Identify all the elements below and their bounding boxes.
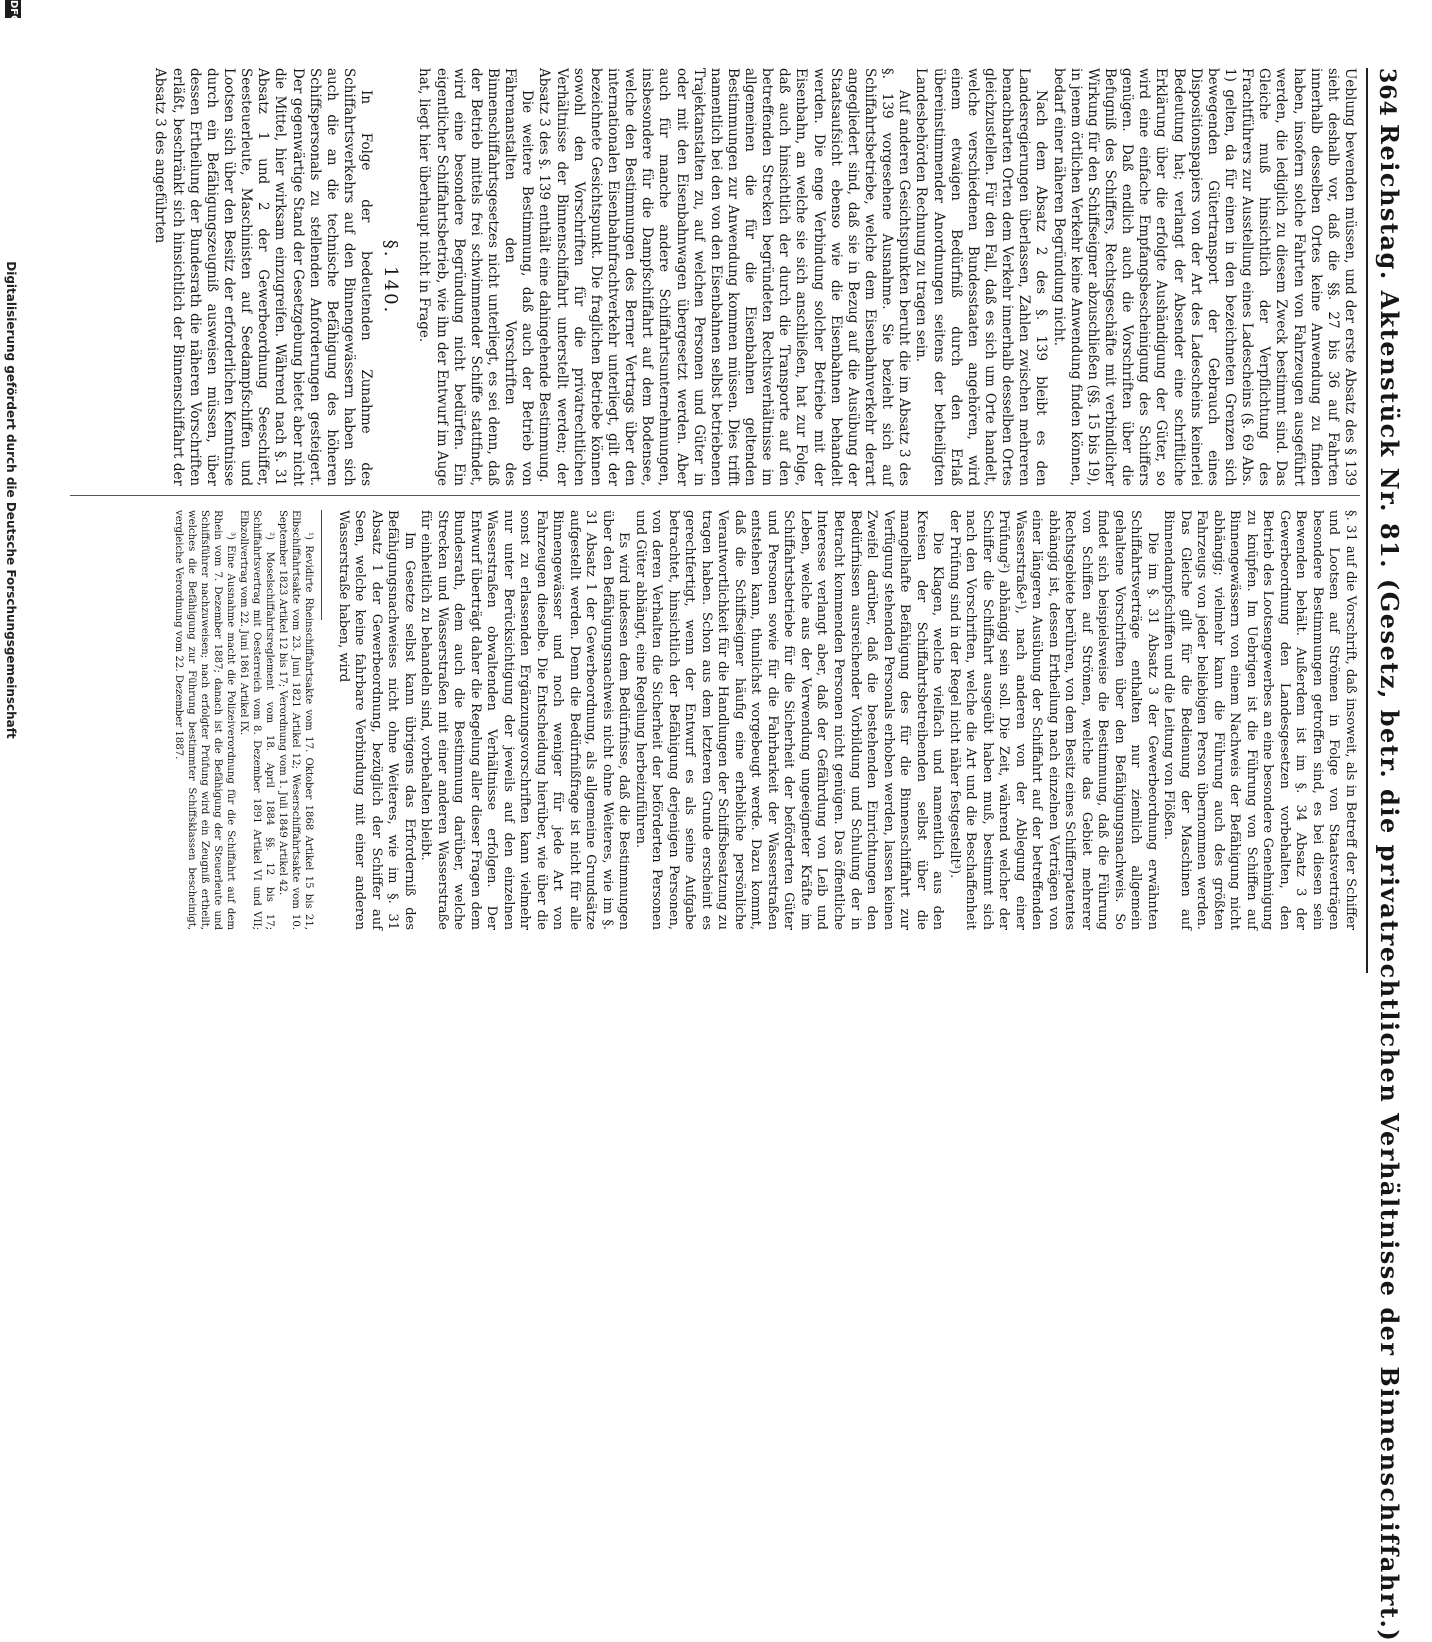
paragraph: Im Gesetze selbst kann übrigens das Erforderniß des Befähigungsnachweises nicht ohne Weiteres, wie im §. 31 Absatz 1 der Gewerbeordnung, bezüglich der Schiffer auf Seen, welche keine fahrbare Verbindung mit einer anderen Wasserstraße haben, wird bbox=[335, 510, 417, 930]
page-header bbox=[1366, 68, 1412, 1642]
page-number: 364 bbox=[1374, 68, 1400, 117]
dfg-logo-icon: DFG bbox=[5, 0, 21, 18]
paragraph: Ueblung bewenden müssen, und der erste Absatz des § 139 sieht deshalb vor, daß die §§. 27 bis 36 auf Fahrten innerhalb desselben Ortes keine Anwendung zu finden haben, insofern solche Fahrten von Fahrzeugen ausgeführt werden, die lediglich zu diesem Zweck bestimmt sind. Das Gleiche muß hinsichtlich der Verpflichtung des Frachtführers zur Ausstellung eines Ladescheins (§. 69 Abs. 1) gelten, da für einen in den bezeichneten Grenzen sich bewegenden Gütertransport der Gebrauch eines Dispositionspapiers von der Art des Ladescheins keinerlei Bedeutung hat; verlangt der Absender eine schriftliche Erklärung über die erfolgte Aushändigung der Güter, so wird eine einfache Empfangsbescheinigung des Schiffers genügen. Daß endlich auch die Vorschriften über die Befugniß des Schiffers, Rechtsgeschäfte mit verbindlicher Wirkung für den Schiffseigner abzuschließen (§§. 15 bis 19), in jenem örtlichen Verkehr keine Anwendung finden können, bedarf einer näheren Begründung nicht. bbox=[1050, 68, 1358, 486]
paragraph: In Folge der bedeutenden Zunahme des Schiffahrtsverkehrs auf den Binnengewässern haben sich auch die an die technische Befähigung des höheren Schiffspersonals zu stellenden Anforderungen gesteigert. Der gegenwärtige Stand der Gesetzgebung bietet aber nicht die Mittel, hier wirksam einzugreifen. Während nach §. 31 Absatz 1 und 2 der Gewerbeordnung Seeschiffer, Seesteuerleute, Maschinisten auf Seedampfschiffen und Lootsen sich über den Besitz der erforderlichen Kenntnisse durch ein Befähigungszeugniß ausweisen müssen, über dessen Ertheilung der Bundesrath die näheren Vorschriften erläßt, beschränkt sich hinsichtlich der Binnenschiffahrt der Absatz 3 des angeführten bbox=[152, 68, 375, 486]
paragraph: Nach dem Absatz 2 des §. 139 bleibt es den Landesregierungen überlassen, Zahlen zwischen mehreren benachbarten Orten dem Verkehr innerhalb desselben Ortes gleichzustellen. Für den Fall, daß es sich um Orte handelt, welche verschiedenen Bundesstaaten angehören, wird einem etwaigen Bedürfniß durch den Erlaß übereinstimmender Anordnungen seitens der betheiligten Landesbehörden Rechnung zu tragen sein. bbox=[913, 68, 1050, 486]
section-heading: §. 140. bbox=[380, 239, 402, 315]
paragraph: Die im §. 31 Absatz 3 der Gewerbeordnung erwähnten Schiffahrtsverträge enthalten nur ziemlich allgemein gehaltene Vorschriften über den Befähigungsnachweis. So findet sich beispielsweise die Bestimmung, daß die Führung von Schiffen auf Strömen, welche das Gebiet mehrerer Rechtsgebiete berühren, von dem Besitz eines Schifferpatentes abhängig ist, dessen Ertheilung nach einzelnen Verträgen von einer längeren Ausübung der Schiffahrt auf der betreffenden Wasserstraße¹), nach anderen von der Ablegung einer Prüfung²) abhängig sein soll. Die Zeit, während welcher der Schiffer die Schiffahrt ausgeübt haben muß, bestimmt sich nach den Vorschriften, welche die Art und die Beschaffenheit der Prüfung sind in der Regel nicht näher festgestellt³). bbox=[946, 510, 1160, 930]
column-divider bbox=[70, 495, 1360, 496]
left-column bbox=[151, 68, 1358, 486]
footnote: ³) Eine Ausnahme macht die Polizeiverordnung für die Schiffahrt auf dem Rhein vom 7. Dezember 1887; danach ist die Befähigung der Steuerleute und Schiffsführer nachzuweisen; nach erfolgter Prüfung wird ein Zeugniß ertheilt, welches die Befähigung zur Führung bestimmter Schiffsklassen bescheinigt, vergleiche Verordnung vom 22. Dezember 1887. bbox=[172, 510, 236, 930]
paragraph: Es wird indessen dem Bedürfnisse, daß die Bestimmungen über den Befähigungsnachweis nicht ohne Weiteres, wie im §. 31 Absatz 1 der Gewerbeordnung, als allgemeine Grundsätze aufgestellt werden. Denn die Bedürfnißfrage ist nicht für alle Binnengewässer und noch weniger für jede Art von Fahrzeugen dieselbe. Die Entscheidung hierüber, wie über die sonst zu erlassenden Ergänzungsvorschriften kann vielmehr nur unter Berücksichtigung der jeweils auf den einzelnen Wasserstraßen obwaltenden Verhältnisse erfolgen. Der Entwurf überträgt daher die Regelung aller dieser Fragen dem Bundesrath, dem auch die Bestimmung darüber, welche Strecken und Wasserstraßen mit einer anderen Wasserstraße für einheitlich zu behandeln sind, vorbehalten bleibt. bbox=[418, 510, 632, 930]
footnote: ¹) Revidirte Rheinschiffahrtsakte vom 17. Oktober 1868 Artikel 15 bis 21, Elbschiffahrtsakte vom 23. Juni 1821 Artikel 12; Weserschiffahrtsakte vom 10. September 1823 Artikel 12 bis 17; Verordnung vom 1. Juli 1849 Artikel 42. bbox=[276, 510, 315, 930]
funding-note-text: Digitalisierung gefördert durch die Deutsche Forschungsgemeinschaft bbox=[4, 261, 18, 739]
page-title: Reichstag. Aktenstück Nr. 81. (Gesetz, betr. die privatrechtlichen Verhältnisse der Binnenschiffahrt.) bbox=[1375, 124, 1404, 1642]
paragraph: Auf anderen Gesichtspunkten beruht die im Absatz 3 des §. 139 vorgesehene Ausnahme. Sie bezieht sich auf Schiffahrtsbetriebe, welche dem Eisenbahnverkehr derart angegliedert sind, daß sie in Bezug auf die Ausübung der Staatsaufsicht ebenso wie die Eisenbahnen behandelt werden. Die enge Verbindung solcher Betriebe mit der Eisenbahn, an welche sie sich anschließen, hat zur Folge, daß auch hinsichtlich der durch die Transporte auf den betreffenden Strecken begründeten Rechtsverhältnisse im allgemeinen die für die Eisenbahnen geltenden Bestimmungen zur Anwendung kommen müssen. Dies trifft namentlich bei den von den Eisenbahnen selbst betriebenen Trajektanstalten zu, auf welchen Personen und Güter in oder mit den Eisenbahnwagen übergesetzt werden. Aber auch für manche andere Schiffahrtsunternehmungen, insbesondere für die Dampfschiffahrt auf dem Bodensee, welche den Bestimmungen des Berner Vertrags über den internationalen Eisenbahnfrachtverkehr unterliegt, gilt der bezeichnete Gesichtspunkt. Die fraglichen Betriebe können sowohl den Vorschriften für die privatrechtlichen Verhältnisse der Binnenschiffahrt unterstellt werden; der Absatz 3 des §. 139 enthält eine dahingehende Bestimmung. bbox=[536, 68, 913, 486]
paragraph: Die weitere Bestimmung, daß auch der Betrieb von Fährenanstalten den Vorschriften des Binnenschiffahrtsgesetzes nicht unterliegt, es sei denn, daß der Betrieb mittels frei schwimmender Schiffe stattfindet, wird eine besondere Begründung nicht bedürfen. Ein eigentlicher Schiffahrtsbetrieb, wie ihn der Entwurf im Auge hat, liegt hier überhaupt nicht in Frage. bbox=[416, 68, 536, 486]
paragraph: §. 31 auf die Vorschrift, daß insoweit, als in Betreff der Schiffer und Lootsen auf Strömen in Folge von Staatsverträgen besondere Bestimmungen getroffen sind, es bei diesen sein Bewenden behält. Außerdem ist im §. 34 Absatz 3 der Gewerbeordnung den Landesgesetzen vorbehalten, den Betrieb des Lootsengewerbes an eine besondere Genehmigung zu knüpfen. Im Uebrigen ist die Führung von Schiffen auf Binnengewässern von einem Nachweis der Befähigung nicht abhängig; vielmehr kann die Führung auch des größten Fahrzeugs von jeder beliebigen Person übernommen werden. Das Gleiche gilt für die Bedienung der Maschinen auf Binnendampfschiffen und die Leitung von Flößen. bbox=[1161, 510, 1358, 930]
right-column bbox=[172, 510, 1358, 930]
footnote-rule bbox=[321, 510, 322, 620]
paragraph: Die Klagen, welche vielfach und namentlich aus den Kreisen der Schiffahrtsbetreibenden selbst über die mangelhafte Befähigung des für die Binnenschiffahrt zur Verfügung stehenden Personals erhoben werden, lassen keinen Zweifel darüber, daß die bestehenden Einrichtungen den Bedürfnissen ausreichender Vorbildung und Schulung der in Betracht kommenden Personen nicht genügen. Das öffentliche Interesse verlangt aber, daß der Gefährdung von Leib und Leben, welche aus der Verwendung ungeeigneter Kräfte im Schiffahrtsbetriebe für die Sicherheit der beförderten Güter und Personen sowie für die Fahrbarkeit der Wasserstraßen entstehen kann, thunlichst vorgebeugt werde. Dazu kommt, daß die Schiffseigner häufig eine erhebliche persönliche Verantwortlichkeit für die Handlungen der Schiffsbesatzung zu tragen haben. Schon aus dem letzteren Grunde erscheint es gerechtfertigt, wenn der Entwurf es als seine Aufgabe betrachtet, hinsichtlich der Befähigung derjenigen Personen, von deren Verhalten die Sicherheit der beförderten Personen und Güter abhängt, eine Regelung herbeizuführen. bbox=[632, 510, 946, 930]
footnote: ²) Moselschiffahrtsreglement vom 18. April 1884 §§. 12 bis 17; Schiffahrtsvertrag mit Oesterreich vom 8. Dezember 1891 Artikel VI und VII; Elbzollvertrag vom 22. Juni 1861 Artikel IX. bbox=[237, 510, 275, 930]
